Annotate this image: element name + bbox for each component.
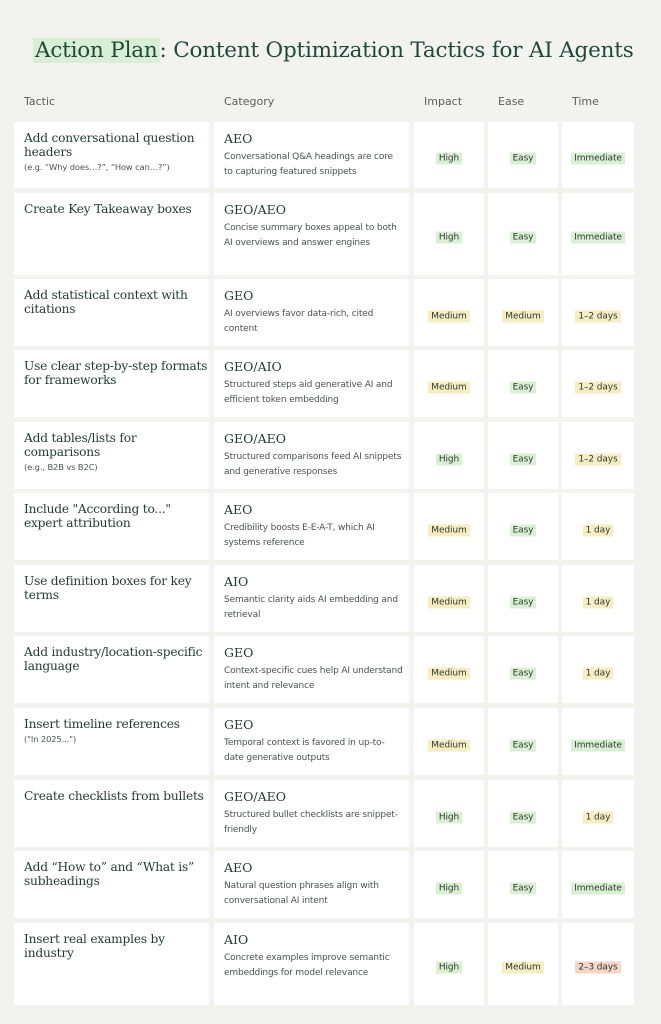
category-cell (214, 636, 409, 703)
time-cell (562, 565, 634, 632)
ease-cell (488, 422, 558, 489)
impact-cell (414, 923, 484, 1005)
category-description: Context-specific cues help AI understand intent and relevance (224, 666, 403, 691)
category-description: Structured steps aid generative AI and efficient token embedding (224, 380, 393, 405)
time-cell (562, 279, 634, 346)
column-header-category: Category (224, 95, 275, 108)
time-badge: Immediate (571, 739, 625, 751)
category-name: AEO (224, 860, 253, 875)
ease-badge: Easy (510, 811, 537, 823)
table-row (14, 493, 634, 560)
category-cell (214, 851, 409, 918)
tactic-cell (14, 708, 209, 775)
tactic-text (24, 431, 209, 473)
tactic-title: Add tables/lists for comparisons (24, 431, 137, 459)
table-row (14, 923, 634, 1005)
impact-badge: High (436, 453, 462, 465)
tactic-title: Insert real examples by industry (24, 932, 165, 960)
tactic-cell (14, 565, 209, 632)
tactic-text (24, 359, 209, 387)
time-cell (562, 636, 634, 703)
ease-cell (488, 350, 558, 417)
ease-badge: Easy (510, 596, 537, 608)
ease-badge: Easy (510, 453, 537, 465)
tactic-cell (14, 636, 209, 703)
tactic-title: Insert timeline references (24, 717, 180, 731)
impact-cell (414, 708, 484, 775)
ease-cell (488, 493, 558, 560)
category-description: Concise summary boxes appeal to both AI overviews and answer engines (224, 223, 397, 248)
tactic-cell (14, 493, 209, 560)
category-description: Conversational Q&A headings are core to capturing featured snippets (224, 152, 393, 177)
category-cell (214, 193, 409, 275)
category-name: AEO (224, 502, 253, 517)
category-name: AIO (224, 574, 249, 589)
table-row (14, 565, 634, 632)
tactic-title: Add industry/location-specific language (24, 645, 203, 673)
impact-badge: High (436, 811, 462, 823)
impact-badge: High (436, 232, 462, 244)
tactic-cell (14, 422, 209, 489)
category-cell (214, 422, 409, 489)
ease-cell (488, 780, 558, 847)
ease-badge: Easy (510, 882, 537, 894)
category-cell (214, 708, 409, 775)
ease-badge: Easy (510, 232, 537, 244)
time-badge: Immediate (571, 153, 625, 165)
category-name: GEO (224, 717, 254, 732)
time-cell (562, 193, 634, 275)
category-cell (214, 122, 409, 188)
category-cell (214, 493, 409, 560)
time-cell (562, 350, 634, 417)
time-cell (562, 122, 634, 188)
category-name: GEO (224, 288, 254, 303)
category-name: AIO (224, 932, 249, 947)
column-header-impact: Impact (424, 95, 463, 108)
impact-cell (414, 851, 484, 918)
impact-badge: Medium (428, 739, 469, 751)
time-badge: Immediate (571, 232, 625, 244)
tactic-text (24, 574, 209, 602)
tactic-title: Create checklists from bullets (24, 789, 204, 803)
category-description: Credibility boosts E-E-A-T, which AI systems reference (224, 523, 375, 548)
ease-cell (488, 122, 558, 188)
category-name: GEO/AEO (224, 431, 286, 446)
time-cell (562, 708, 634, 775)
tactic-text (24, 932, 209, 960)
tactic-text (24, 288, 209, 316)
table-row (14, 422, 634, 489)
impact-badge: High (436, 962, 462, 974)
category-description: Semantic clarity aids AI embedding and retrieval (224, 595, 398, 620)
tactic-text (24, 502, 209, 530)
ease-cell (488, 708, 558, 775)
table-row (14, 636, 634, 703)
category-description: Temporal context is favored in up-to-date generative outputs (224, 738, 385, 763)
category-cell (214, 279, 409, 346)
tactic-title: Add conversational question headers (24, 131, 195, 159)
table-row (14, 708, 634, 775)
tactic-title: Include "According to..." expert attribution (24, 502, 171, 530)
tactic-example: ("In 2025...") (24, 734, 77, 744)
page-title (33, 38, 653, 63)
tactic-cell (14, 193, 209, 275)
category-description: AI overviews favor data-rich, cited content (224, 309, 374, 334)
impact-cell (414, 780, 484, 847)
column-header-tactic: Tactic (24, 95, 56, 108)
tactic-cell (14, 780, 209, 847)
category-description: Concrete examples improve semantic embeddings for model relevance (224, 953, 390, 978)
column-header-time: Time (572, 95, 599, 108)
impact-cell (414, 565, 484, 632)
tactic-cell (14, 923, 209, 1005)
category-name: GEO/AIO (224, 359, 282, 374)
ease-badge: Medium (502, 310, 543, 322)
category-description: Structured comparisons feed AI snippets and generative responses (224, 452, 402, 477)
table-row (14, 350, 634, 417)
impact-badge: Medium (428, 310, 469, 322)
impact-badge: Medium (428, 667, 469, 679)
time-badge: 1 day (583, 811, 614, 823)
time-badge: 1 day (583, 524, 614, 536)
impact-badge: Medium (428, 596, 469, 608)
table-row (14, 851, 634, 918)
tactic-cell (14, 350, 209, 417)
tactic-text (24, 202, 209, 216)
impact-cell (414, 422, 484, 489)
table-row (14, 780, 634, 847)
category-cell (214, 780, 409, 847)
ease-badge: Easy (510, 153, 537, 165)
time-badge: 1–2 days (575, 453, 620, 465)
ease-badge: Medium (502, 962, 543, 974)
ease-badge: Easy (510, 667, 537, 679)
impact-badge: Medium (428, 524, 469, 536)
tactic-cell (14, 851, 209, 918)
time-badge: 2–3 days (575, 962, 620, 974)
tactic-text (24, 860, 209, 888)
column-header-ease: Ease (498, 95, 525, 108)
category-cell (214, 565, 409, 632)
tactic-cell (14, 122, 209, 188)
category-name: GEO/AEO (224, 202, 286, 217)
impact-cell (414, 279, 484, 346)
time-cell (562, 493, 634, 560)
impact-cell (414, 193, 484, 275)
tactic-cell (14, 279, 209, 346)
impact-cell (414, 350, 484, 417)
tactic-text (24, 789, 209, 803)
ease-cell (488, 851, 558, 918)
tactic-title: Create Key Takeaway boxes (24, 202, 192, 216)
time-badge: 1 day (583, 667, 614, 679)
impact-badge: High (436, 153, 462, 165)
time-cell (562, 923, 634, 1005)
time-cell (562, 851, 634, 918)
tactic-title: Use clear step-by-step formats for frameworks (24, 359, 208, 387)
table-row (14, 279, 634, 346)
category-cell (214, 923, 409, 1005)
ease-cell (488, 565, 558, 632)
time-cell (562, 422, 634, 489)
impact-cell (414, 122, 484, 188)
title-rest: : Content Optimization Tactics for AI Agents (159, 38, 634, 63)
ease-cell (488, 279, 558, 346)
tactic-title: Use definition boxes for key terms (24, 574, 192, 602)
tactic-text (24, 645, 209, 673)
impact-badge: High (436, 882, 462, 894)
tactic-title: Add statistical context with citations (24, 288, 188, 316)
ease-cell (488, 193, 558, 275)
title-highlight: Action Plan (35, 38, 158, 63)
ease-badge: Easy (510, 381, 537, 393)
category-description: Natural question phrases align with conversational AI intent (224, 881, 379, 906)
tactic-text (24, 717, 209, 745)
ease-cell (488, 636, 558, 703)
impact-cell (414, 493, 484, 560)
ease-badge: Easy (510, 524, 537, 536)
time-badge: 1–2 days (575, 310, 620, 322)
category-name: GEO/AEO (224, 789, 286, 804)
tactic-example: (e.g., B2B vs B2C) (24, 462, 98, 472)
time-badge: 1 day (583, 596, 614, 608)
time-badge: Immediate (571, 882, 625, 894)
ease-cell (488, 923, 558, 1005)
table-row (14, 193, 634, 275)
time-cell (562, 780, 634, 847)
impact-badge: Medium (428, 381, 469, 393)
impact-cell (414, 636, 484, 703)
table-row (14, 122, 634, 188)
ease-badge: Easy (510, 739, 537, 751)
tactic-text (24, 131, 209, 173)
category-name: AEO (224, 131, 253, 146)
category-description: Structured bullet checklists are snippet-friendly (224, 810, 398, 835)
time-badge: 1–2 days (575, 381, 620, 393)
category-name: GEO (224, 645, 254, 660)
tactic-title: Add “How to” and “What is” subheadings (24, 860, 195, 888)
tactic-example: (e.g. “Why does…?”, “How can…?”) (24, 162, 170, 172)
category-cell (214, 350, 409, 417)
